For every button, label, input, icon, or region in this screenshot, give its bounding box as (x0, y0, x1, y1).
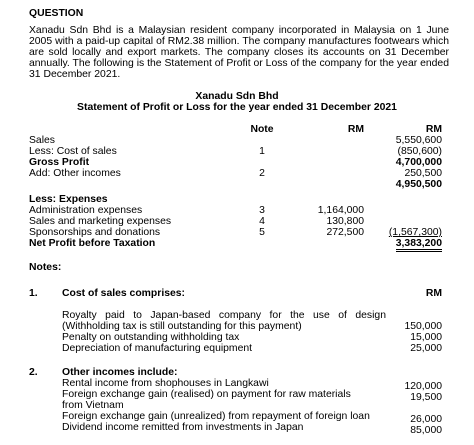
row-label: Less: Cost of sales (29, 146, 117, 157)
note2-number: 2. (29, 367, 38, 378)
note-column-header: Note (250, 124, 274, 135)
note2-item2-label-cont: from Vietnam (62, 400, 124, 411)
row-amount: 1,164,000 (317, 205, 364, 216)
note2-item2-value: 19,500 (410, 392, 442, 403)
note2-item3-value: 26,000 (410, 414, 442, 425)
row-note: 5 (259, 227, 265, 238)
company-name: Xanadu Sdn Bhd (195, 91, 279, 102)
row-total: 4,700,000 (395, 157, 442, 168)
note1-item1-value: 150,000 (404, 321, 442, 332)
notes-heading: Notes: (29, 262, 62, 273)
row-label: Gross Profit (29, 157, 90, 168)
note1-item3-label: Depreciation of manufacturing equipment (62, 343, 253, 354)
note2-item1-label: Rental income from shophouses in Langkawi (62, 378, 269, 389)
note1-title: Cost of sales comprises: (62, 288, 185, 299)
row-note: 3 (259, 205, 265, 216)
row-label: Administration expenses (29, 205, 143, 216)
row-label: Sales (29, 135, 55, 146)
note1-item1-label: Royalty paid to Japan-based company for the use of design (Withholding tax is still outstanding for this payment) (62, 310, 386, 332)
question-heading: QUESTION (29, 8, 84, 19)
row-total: (850,600) (397, 146, 442, 157)
row-total (380, 227, 442, 238)
row-label: Add: Other incomes (29, 168, 121, 179)
note2-item1-value: 120,000 (404, 381, 442, 392)
note1-number: 1. (29, 288, 38, 299)
note2-item3-label: Foreign exchange gain (unrealized) from repayment of foreign loan (62, 411, 370, 422)
note2-title: Other incomes include: (62, 367, 178, 378)
row-note: 1 (259, 146, 265, 157)
row-total: 250,500 (404, 168, 442, 179)
statement-title: Statement of Profit or Loss for the year ended 31 December 2021 (77, 102, 397, 113)
row-total: 4,950,500 (395, 179, 442, 190)
net-profit-value: 3,383,200 (396, 238, 442, 252)
note1-item3-value: 25,000 (410, 343, 442, 354)
row-note: 4 (259, 216, 265, 227)
note2-item4-label: Dividend income remitted from investments in Japan (62, 422, 304, 433)
note1-item2-label: Penalty on outstanding withholding tax (62, 332, 240, 343)
note2-item4-value: 85,000 (410, 425, 442, 436)
note1-rm-header: RM (425, 288, 442, 299)
row-total-value: (1,567,300) (388, 227, 442, 238)
note1-item2-value: 15,000 (410, 332, 442, 343)
row-label: Less: Expenses (29, 194, 108, 205)
row-label: Sales and marketing expenses (29, 216, 172, 227)
row-amount: 130,800 (326, 216, 364, 227)
row-note: 2 (259, 168, 265, 179)
rm-column-header-1: RM (347, 124, 364, 135)
row-label: Sponsorships and donations (29, 227, 161, 238)
row-total (380, 238, 442, 249)
row-amount: 272,500 (326, 227, 364, 238)
row-label: Net Profit before Taxation (29, 238, 156, 249)
rm-column-header-2: RM (425, 124, 442, 135)
note2-item2-label: Foreign exchange gain (realised) on payment for raw materials (62, 389, 351, 400)
intro-paragraph: Xanadu Sdn Bhd is a Malaysian resident company incorporated in Malaysia on 1 June 2005 with a paid-up capital of RM2.38 million. The company manufactures footwears which are sold locally and export markets. The company closes its accounts on 31 December annually. The following is the Statement of Profit or Loss of the company for the year ended 31 December 2021. (29, 25, 449, 80)
row-total: 5,550,600 (395, 135, 442, 146)
